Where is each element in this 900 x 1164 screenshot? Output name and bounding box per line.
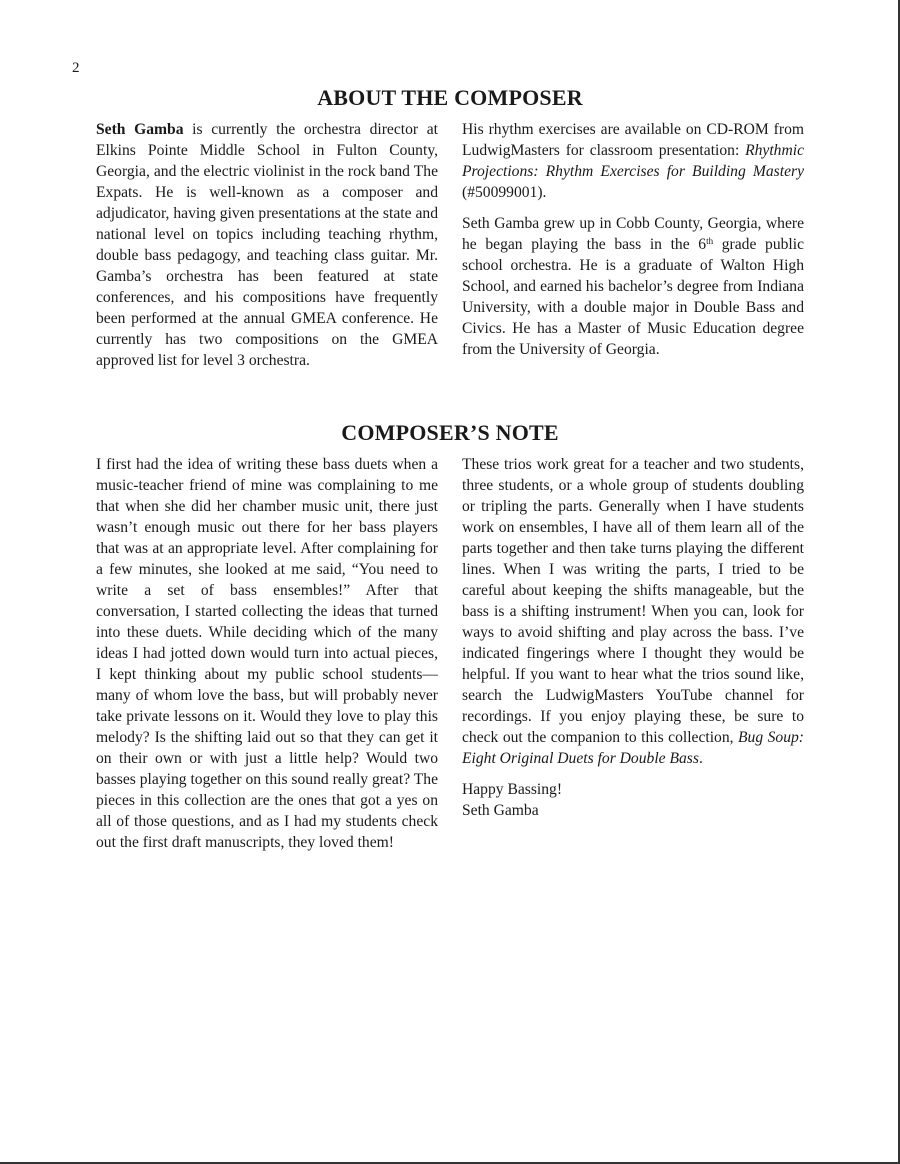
page-number: 2 (72, 60, 80, 76)
rhythm-cdrom-title: Rhythmic Projections: Rhythm Exercises for Building Mastery (462, 142, 804, 180)
signature: Seth Gamba (462, 802, 539, 819)
about-right-column (462, 119, 804, 381)
about-heading: ABOUT THE COMPOSER (317, 85, 583, 110)
composers-note-section (96, 419, 804, 863)
about-paragraph-1-text: is currently the orchestra director at Elkins Pointe Middle School in Fulton County, Georgia, and the electric violinist in the rock band The Expats. He is well-known as a composer and adjudicator, having given presentations at the state and national level on topics including teaching rhythm, double bass pedagogy, and teaching class guitar. Mr. Gamba’s orchestra has been featured at state conferences, and his compositions have frequently been performed at the annual GMEA conference. He currently has two compositions on the GMEA approved list for level 3 orchestra. (96, 121, 438, 369)
note-paragraph-1: I first had the idea of writing these bass duets when a music-teacher friend of mine was complaining to me that when she did her chamber music unit, there just wasn’t enough music out there for her bass players that was at an appropriate level. After complaining for a few minutes, she looked at me said, “You need to write a set of bass ensembles!” After that conversation, I started collecting the ideas that turned into these duets. While deciding which of the many ideas I had jotted down would turn into actual pieces, I kept thinking about my public school students—many of whom love the bass, but will probably never take private lessons on it. Would they love to play this melody? Is the shifting laid out so that they can get it on their own or with just a little help? Would two basses playing together on this sound really great? The pieces in this collection are the ones that got a yes on all of those questions, and as I had my students check out the first draft manuscripts, they loved them! (96, 456, 438, 851)
note-columns (96, 454, 804, 863)
ordinal-suffix: th (706, 236, 714, 246)
bug-soup-title: Bug Soup: Eight Original Duets for Double Bass (462, 729, 804, 767)
note-left-column (96, 454, 438, 863)
closing-line: Happy Bassing! (462, 781, 563, 798)
note-paragraph-2-start: These trios work great for a teacher and two students, three students, or a whole group of students doubling or tripling the parts. Generally when I have students work on ensembles, I have all of them learn all of the parts together and then take turns playing the different lines. When I was writing the parts, I tried to be careful about keeping the shifts manageable, but the bass is a shifting instrument! When you can, look for ways to avoid shifting and play across the bass. I’ve indicated fingerings where I thought they would be helpful. If you want to hear what the trios sound like, search the LudwigMasters YouTube channel for recordings. If you enjoy playing these, be sure to check out the companion to this collection, (462, 456, 804, 746)
about-left-column (96, 119, 438, 381)
about-paragraph-2-end: (#50099001). (462, 184, 547, 201)
about-paragraph-3-start: Seth Gamba grew up in Cobb County, Georgia, where he began playing the bass in the 6 (462, 215, 804, 253)
note-paragraph-2-end: . (698, 750, 703, 767)
note-paragraph-2 (462, 454, 804, 769)
composer-name: Seth Gamba (96, 121, 184, 138)
about-paragraph-3 (462, 213, 804, 360)
note-heading: COMPOSER’S NOTE (341, 420, 559, 445)
about-paragraph-3-end: grade public school orchestra. He is a graduate of Walton High School, and earned his bachelor’s degree from Indiana University, with a double major in Double Bass and Civics. He has a Master of Music Education degree from the University of Georgia. (462, 236, 804, 358)
note-right-column (462, 454, 804, 863)
about-paragraph-2-start: His rhythm exercises are available on CD-ROM from LudwigMasters for classroom presentation: (462, 121, 804, 159)
about-columns (96, 119, 804, 381)
about-paragraph-2 (462, 119, 804, 203)
about-paragraph-1 (96, 119, 438, 371)
about-the-composer-section (96, 84, 804, 381)
